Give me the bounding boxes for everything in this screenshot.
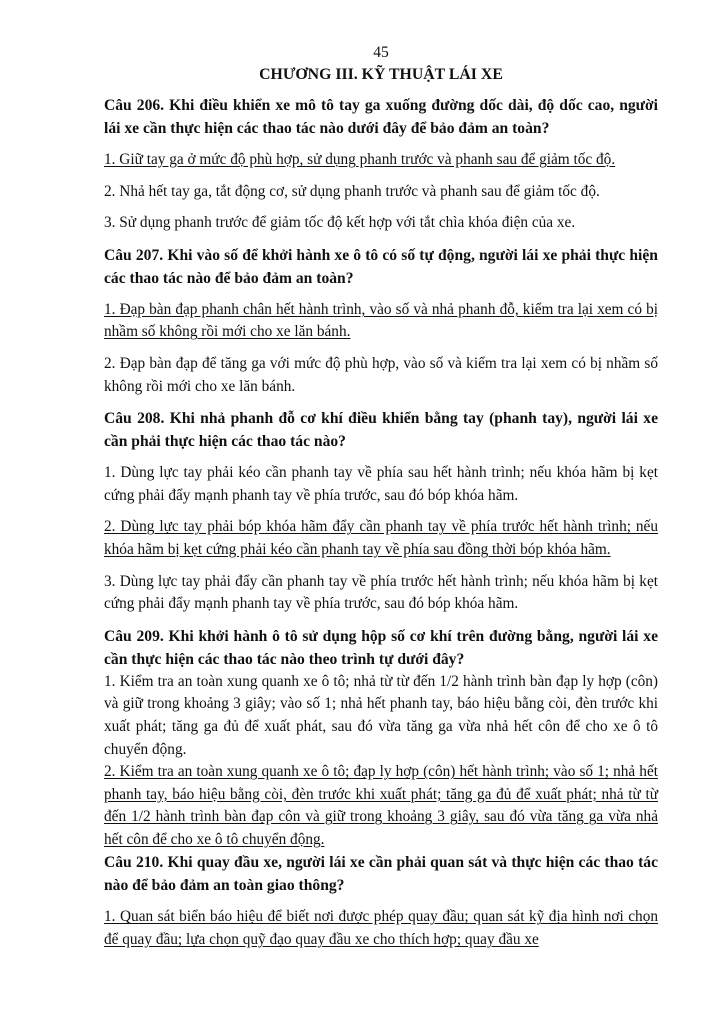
- answer-206-1-correct: 1. Giữ tay ga ở mức độ phù hợp, sử dụng phanh trước và phanh sau để giảm tốc độ.: [104, 151, 616, 168]
- answer-209-1: 1. Kiểm tra an toàn xung quanh xe ô tô; nhả từ từ đến 1/2 hành trình bàn đạp ly hợp (côn) và giữ trong khoảng 3 giây; vào số 1; nhả hết phanh tay, báo hiệu bằng còi, đèn trước khi xuất phát; tăng ga đủ để xuất phát, sau đó vừa tăng ga vừa nhả hết côn để cho xe ô tô chuyển động.: [104, 672, 658, 758]
- chapter-title: CHƯƠNG III. KỸ THUẬT LÁI XE: [259, 66, 503, 83]
- question-207: Câu 207. Khi vào số để khởi hành xe ô tô có số tự động, người lái xe phải thực hiện các thao tác nào để bảo đảm an toàn?: [104, 246, 658, 287]
- question-209: Câu 209. Khi khởi hành ô tô sử dụng hộp số cơ khí trên đường bằng, người lái xe cần thực hiện các thao tác nào theo trình tự dưới đây?: [104, 627, 658, 668]
- answer-210-1-correct: 1. Quan sát biển báo hiệu để biết nơi được phép quay đầu; quan sát kỹ địa hình nơi chọn để quay đầu; lựa chọn quỹ đạo quay đầu xe cho thích hợp; quay đầu xe: [104, 908, 658, 949]
- answer-207-2: 2. Đạp bàn đạp để tăng ga với mức độ phù hợp, vào số và kiểm tra lại xem có bị nhầm số không rồi mới cho xe lăn bánh.: [104, 354, 658, 395]
- answer-206-3: 3. Sử dụng phanh trước để giảm tốc độ kết hợp với tắt chìa khóa điện của xe.: [104, 214, 576, 232]
- answer-208-2-correct: 2. Dùng lực tay phải bóp khóa hãm đẩy cần phanh tay về phía trước hết hành trình; nếu khóa hãm bị kẹt cứng phải kéo cần phanh tay về phía sau đồng thời bóp khóa hãm.: [104, 518, 658, 558]
- answer-209-2-correct: 2. Kiểm tra an toàn xung quanh xe ô tô; đạp ly hợp (côn) hết hành trình; vào số 1; nhả hết phanh tay, báo hiệu bằng còi, đèn trước khi xuất phát; tăng ga đủ để xuất phát; nhả từ từ đến 1/2 hành trình bàn đạp côn và giữ trong khoảng 3 giây, sau đó vừa tăng ga vừa nhả hết côn để cho xe ô tô chuyển động.: [104, 763, 658, 848]
- question-206: Câu 206. Khi điều khiển xe mô tô tay ga xuống đường dốc dài, độ dốc cao, người lái xe cần thực hiện các thao tác nào dưới đây để bảo đảm an toàn?: [104, 97, 658, 137]
- answer-208-1: 1. Dùng lực tay phải kéo cần phanh tay về phía sau hết hành trình; nếu khóa hãm bị kẹt cứng phải đẩy mạnh phanh tay về phía trước, sau đó bóp khóa hãm.: [104, 464, 658, 504]
- question-210: Câu 210. Khi quay đầu xe, người lái xe cần phải quan sát và thực hiện các thao tác nào để bảo đảm an toàn giao thông?: [104, 854, 658, 895]
- answer-208-3: 3. Dùng lực tay phải đẩy cần phanh tay về phía trước hết hành trình; nếu khóa hãm bị kẹt cứng phải đẩy mạnh phanh tay về phía trước, sau đó bóp khóa hãm.: [104, 572, 658, 613]
- answer-206-2: 2. Nhả hết tay ga, tắt động cơ, sử dụng phanh trước và phanh sau để giảm tốc độ.: [104, 182, 600, 200]
- answer-207-1-correct: 1. Đạp bàn đạp phanh chân hết hành trình, vào số và nhả phanh đỗ, kiểm tra lại xem có bị nhầm số không rồi mới cho xe lăn bánh.: [104, 300, 658, 341]
- page-number: 45: [373, 44, 389, 61]
- question-208: Câu 208. Khi nhả phanh đỗ cơ khí điều khiển bằng tay (phanh tay), người lái xe cần phải thực hiện các thao tác nào?: [104, 410, 658, 451]
